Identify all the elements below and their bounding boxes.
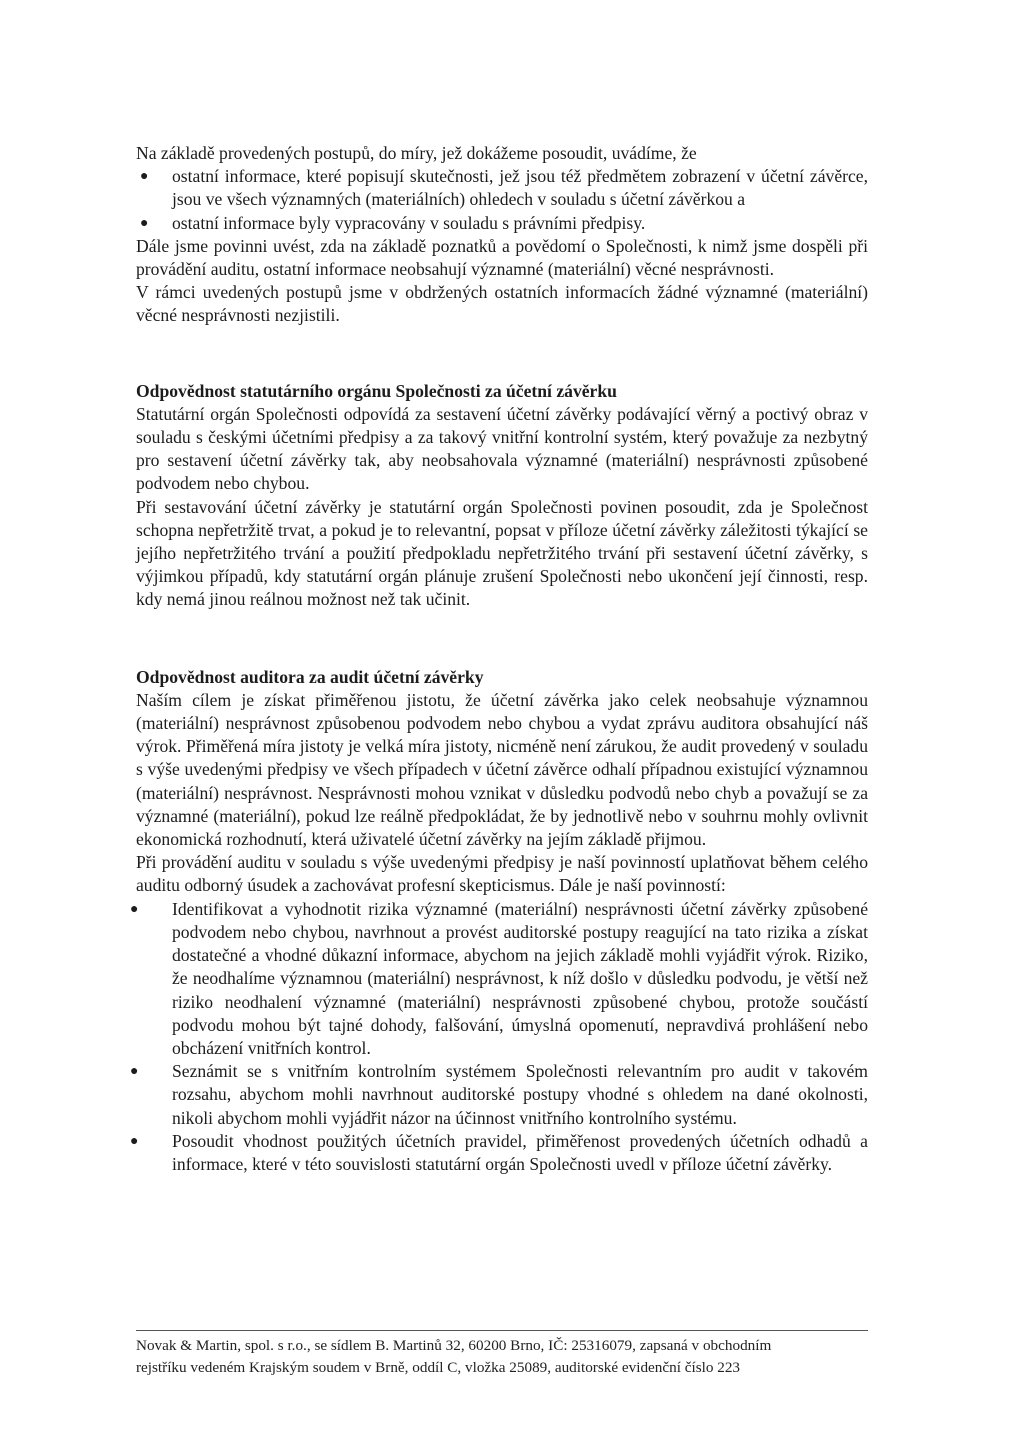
list-item [136,212,868,235]
intro-list [136,165,868,235]
bullet-icon: ● [140,169,149,185]
section-paragraph: Při sestavování účetní závěrky je statutární orgán Společnosti povinen posoudit, zda je Společnost schopna nepřetržitě trvat, a pokud je to relevantní, popsat v příloze účetní závěrky záležitosti týkající se jejího nepřetržitého trvání a použití předpokladu nepřetržitého trvání při sestavení účetní závěrky, s výjimkou případů, kdy statutární orgán plánuje zrušení Společnosti nebo ukončení její činnosti, resp. kdy nemá jinou reálnou možnost než tak učinit. [136,496,868,610]
intro-paragraph: Dále jsme povinni uvést, zda na základě poznatků a povědomí o Společnosti, k nimž jsme dospěli při provádění auditu, ostatní informace neobsahují významné (materiální) věcné nesprávnosti. [136,235,868,280]
section-heading: Odpovědnost auditora za audit účetní závěrky [136,666,484,687]
section-paragraph: Naším cílem je získat přiměřenou jistotu, že účetní závěrka jako celek neobsahuje významnou (materiální) nesprávnost způsobenou podvodem nebo chybou a vydat zprávu auditora obsahující náš výrok. Přiměřená míra jistoty je velká míra jistoty, nicméně není zárukou, že audit provedený v souladu s výše uvedenými předpisy ve všech případech v účetní závěrce odhalí případnou existující významnou (materiální) nesprávnost. Nesprávnosti mohou vznikat v důsledku podvodů nebo chyb a považují se za významné (materiální), pokud lze reálně předpokládat, že by jednotlivě nebo v souhrnu mohly ovlivnit ekonomická rozhodnutí, která uživatelé účetní závěrky na jejím základě přijmou. [136,689,868,850]
page-footer [136,1330,868,1379]
footer-line: Novak & Martin, spol. s r.o., se sídlem B. Martinů 32, 60200 Brno, IČ: 25316079, zapsaná v obchodním [136,1337,772,1354]
list-item-text: ostatní informace byly vypracovány v souladu s právními předpisy. [172,212,646,233]
bullet-icon: ● [130,901,139,917]
list-item-text: Posoudit vhodnost použitých účetních pravidel, přiměřenost provedených účetních odhadů a informace, které v této souvislosti statutární orgán Společnosti uvedl v příloze účetní závěrky. [172,1130,868,1174]
section-paragraph: Statutární orgán Společnosti odpovídá za sestavení účetní závěrky podávající věrný a poctivý obraz v souladu s českými účetními předpisy a za takový vnitřní kontrolní systém, který považuje za nezbytný pro sestavení účetní závěrky tak, aby neobsahovala významné (materiální) nesprávnosti způsobené podvodem nebo chybou. [136,403,868,494]
list-item [130,898,868,1060]
intro-lead: Na základě provedených postupů, do míry, jež dokážeme posoudit, uvádíme, že [136,143,697,163]
footer-line: rejstříku vedeném Krajským soudem v Brně, oddíl C, vložka 25089, auditorské evidenční číslo 223 [136,1359,741,1376]
list-item-text: ostatní informace, které popisují skutečnosti, jež jsou též předmětem zobrazení v účetní závěrce, jsou ve všech významných (materiálních) ohledech v souladu s účetní závěrkou a [172,166,868,210]
document-body [130,142,868,1176]
list-item [130,1060,868,1130]
section-heading: Odpovědnost statutárního orgánu Společnosti za účetní závěrku [136,380,617,401]
bullet-icon: ● [140,215,149,231]
responsibility-list [130,898,868,1176]
list-item [130,1130,868,1176]
list-item [136,165,868,211]
section-paragraph: Při provádění auditu v souladu s výše uvedenými předpisy je naší povinností uplatňovat během celého auditu odborný úsudek a zachovávat profesní skepticismus. Dále je naší povinností: [136,852,868,896]
intro-paragraph: V rámci uvedených postupů jsme v obdržených ostatních informacích žádné významné (materiální) věcné nesprávnosti nezjistili. [136,282,868,326]
bullet-icon: ● [130,1064,139,1080]
bullet-icon: ● [130,1133,139,1149]
list-item-text: Identifikovat a vyhodnotit rizika významné (materiální) nesprávnosti účetní závěrky způsobené podvodem nebo chybou, navrhnout a provést auditorské postupy reagující na tato rizika a získat dostatečné a vhodné důkazní informace, abychom na jejich základě mohli vyjádřit výrok. Riziko, že neodhalíme významnou (materiální) nesprávnost, k níž došlo v důsledku podvodu, je větší než riziko neodhalení významné (materiální) nesprávnosti způsobené chybou, protože součástí podvodu mohou být tajné dohody, falšování, úmyslná opomenutí, nepravdivá prohlášení nebo obcházení vnitřních kontrol. [172,898,868,1058]
list-item-text: Seznámit se s vnitřním kontrolním systémem Společnosti relevantním pro audit v takovém rozsahu, abychom mohli navrhnout auditorské postupy vhodné s ohledem na dané okolnosti, nikoli abychom mohli vyjádřit názor na účinnost vnitřního kontrolního systému. [172,1061,868,1128]
